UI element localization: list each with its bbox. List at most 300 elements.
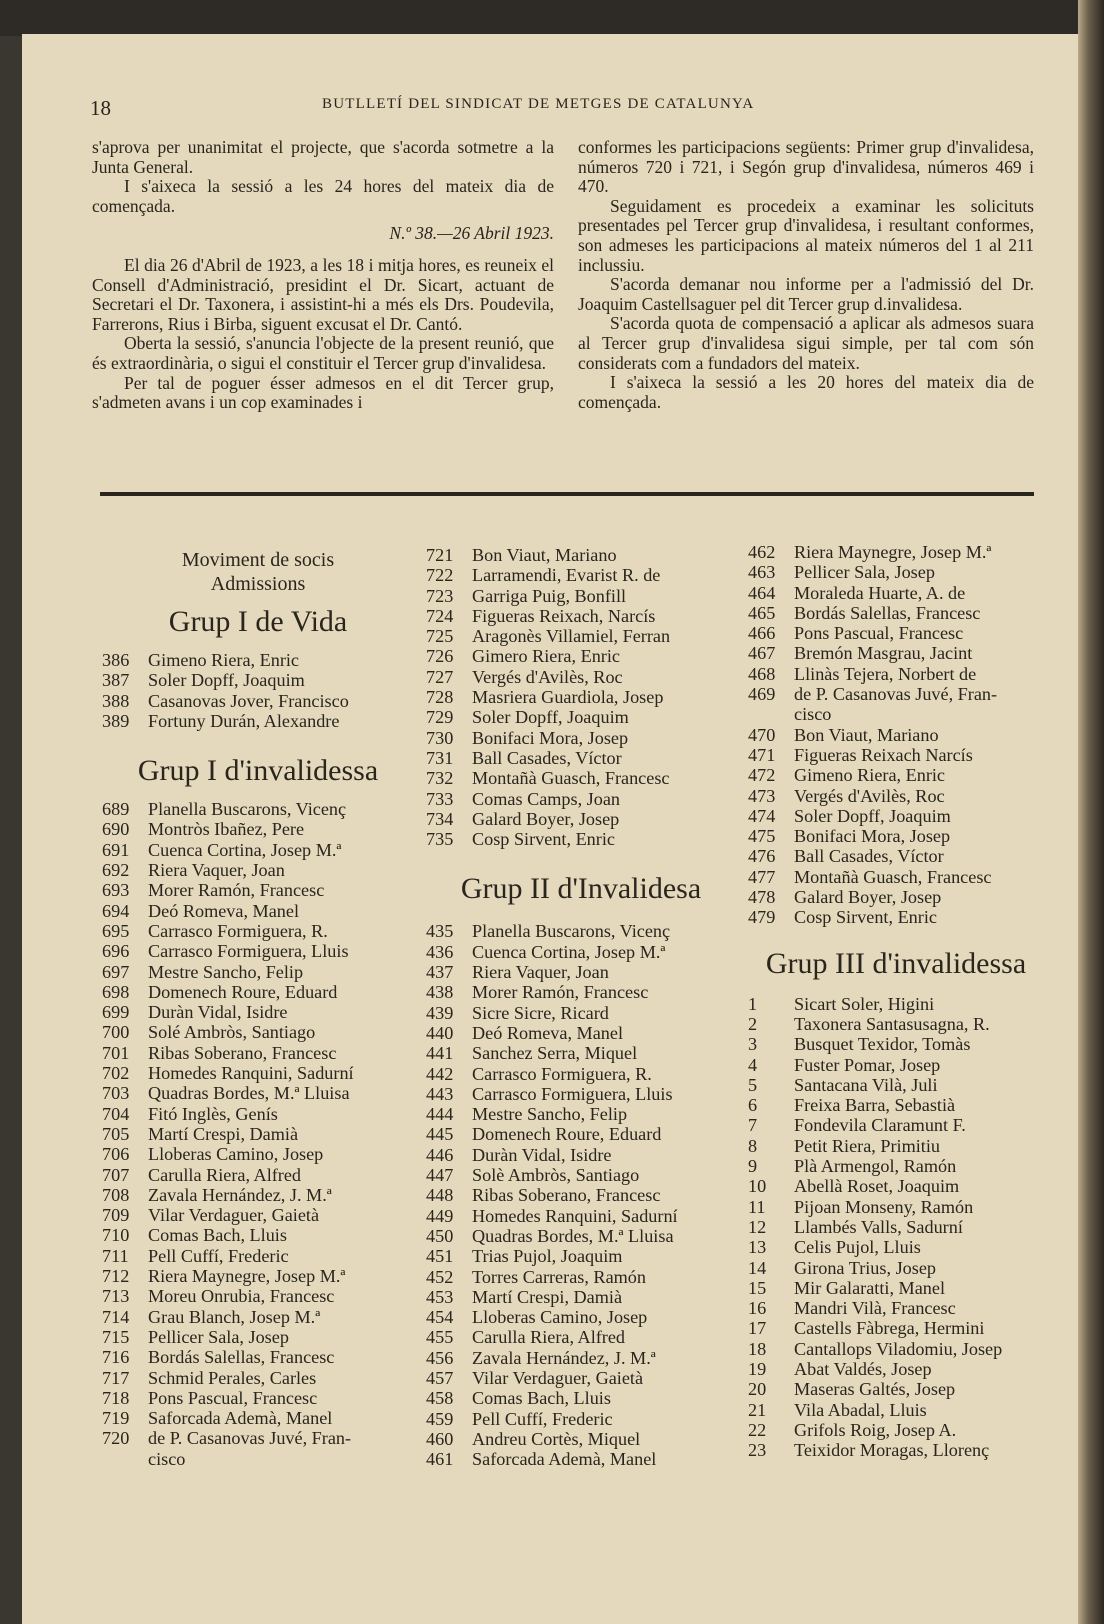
group-heading: Grup I de Vida: [168, 605, 348, 638]
member-number: 477: [748, 866, 776, 887]
member-name: Larramendi, Evarist R. de: [472, 565, 661, 586]
member-row: [748, 664, 1044, 684]
section-subheading: Admissions: [210, 573, 306, 595]
member-number: 696: [102, 941, 130, 962]
member-number: 12: [748, 1216, 767, 1237]
member-name: Pellicer Sala, Josep: [148, 1326, 289, 1347]
member-number: 466: [748, 623, 776, 644]
member-number: 726: [426, 646, 454, 667]
member-row: [748, 1318, 1044, 1338]
member-name: Andreu Cortès, Miquel: [472, 1428, 641, 1449]
scan-top-strip: [0, 0, 1104, 36]
member-name: Bon Viaut, Mariano: [794, 724, 939, 745]
member-number: 463: [748, 562, 776, 583]
member-name: Comas Camps, Joan: [472, 788, 621, 809]
minutes-title: N.º 38.—26 Abril 1923.: [389, 223, 554, 244]
member-name: Saforcada Ademà, Manel: [472, 1449, 657, 1470]
member-name: Bordás Salellas, Francesc: [794, 602, 981, 623]
member-name: Domenech Roure, Eduard: [148, 981, 338, 1002]
member-number: 479: [748, 907, 776, 928]
member-number: 435: [426, 921, 454, 942]
member-name: Teixidor Moragas, Llorenç: [794, 1440, 990, 1461]
member-name: Masriera Guardiola, Josep: [472, 687, 664, 708]
member-name: Girona Trius, Josep: [794, 1257, 936, 1278]
member-number: 476: [748, 846, 776, 867]
members-column-3: [748, 542, 1044, 1460]
member-row: [748, 846, 1044, 866]
member-name: Pons Pascual, Francesc: [148, 1387, 318, 1408]
member-name: Figueras Reixach Narcís: [794, 744, 973, 765]
member-number: 734: [426, 808, 454, 829]
paragraph: S'acorda quota de compensació a aplicar als admesos suara al Tercer grup d'invalidesa sigui simple, per tal com són considerats com a fundadors del mateix.: [578, 313, 1034, 373]
member-row: [426, 1104, 736, 1124]
member-number: 708: [102, 1184, 130, 1205]
paragraph: conformes les participacions següents: Primer grup d'invalidesa, números 720 i 721, i Segón grup d'invalidesa, números 469 i 470.: [578, 137, 1034, 197]
member-number: 21: [748, 1399, 767, 1420]
member-row: [102, 1266, 414, 1286]
member-row: [426, 1307, 736, 1327]
member-row: [748, 1136, 1044, 1156]
member-number: 448: [426, 1185, 454, 1206]
member-row: [102, 1104, 414, 1124]
member-row: [102, 901, 414, 921]
member-number: 454: [426, 1307, 454, 1328]
member-row: [748, 1014, 1044, 1034]
member-number: 465: [748, 602, 776, 623]
member-row: [748, 583, 1044, 603]
member-name: Plà Armengol, Ramón: [794, 1156, 957, 1177]
member-number: 464: [748, 582, 776, 603]
member-name: Riera Vaquer, Joan: [148, 860, 285, 881]
member-number: 713: [102, 1286, 130, 1307]
member-row: [426, 1185, 736, 1205]
member-name: Garriga Puig, Bonfill: [472, 585, 627, 606]
member-row: [426, 687, 736, 707]
member-row: [102, 670, 414, 690]
member-number: 20: [748, 1379, 767, 1400]
member-number: 735: [426, 829, 454, 850]
member-name: Gimero Riera, Enric: [472, 646, 620, 667]
member-row: [748, 1278, 1044, 1298]
member-name: Soler Dopff, Joaquim: [472, 707, 629, 728]
member-name: Comas Bach, Lluis: [148, 1225, 287, 1246]
paragraph: El dia 26 d'Abril de 1923, a les 18 i mitja hores, es reuneix el Consell d'Administració, presidint el Dr. Sicart, actuant de Secretari el Dr. Taxonera, i assistint-hi a més els Drs. Poudevila, Farrerons, Rius i Birba, siguent excusat el Dr. Cantó.: [92, 254, 554, 334]
member-number: 724: [426, 605, 454, 626]
member-number: 16: [748, 1298, 767, 1319]
member-row: [102, 799, 414, 819]
member-row: [426, 1226, 736, 1246]
member-name: Galard Boyer, Josep: [472, 808, 620, 829]
member-name: Castells Fàbrega, Hermini: [794, 1318, 985, 1339]
member-row: [102, 1002, 414, 1022]
member-number: 725: [426, 626, 454, 647]
member-row: [426, 1003, 736, 1023]
member-number: 15: [748, 1277, 767, 1298]
member-row: [748, 1115, 1044, 1135]
member-number: 473: [748, 785, 776, 806]
member-name: Sicart Soler, Higini: [794, 993, 935, 1014]
member-row: [748, 1258, 1044, 1278]
member-row: [102, 941, 414, 961]
member-row: [748, 1156, 1044, 1176]
member-name: Ball Casades, Víctor: [472, 747, 622, 768]
member-number: 711: [102, 1245, 129, 1266]
member-name: Ribas Soberano, Francesc: [148, 1042, 337, 1063]
member-number: 697: [102, 961, 130, 982]
member-name: Montañà Guasch, Francesc: [794, 866, 992, 887]
member-name: Vila Abadal, Lluis: [794, 1399, 927, 1420]
member-row: [748, 1237, 1044, 1257]
member-row: [102, 691, 414, 711]
member-name: Vergés d'Avilès, Roc: [794, 785, 945, 806]
member-number: 729: [426, 707, 454, 728]
section-divider: [100, 492, 1034, 496]
member-name: Soler Dopff, Joaquim: [148, 670, 305, 691]
member-number: 469: [748, 684, 776, 705]
member-number: 439: [426, 1002, 454, 1023]
member-number: 436: [426, 941, 454, 962]
member-number: 730: [426, 727, 454, 748]
member-name: de P. Casanovas Juvé, Fran-: [794, 684, 998, 705]
member-row: [102, 1286, 414, 1306]
member-number: 732: [426, 768, 454, 789]
member-name: Riera Vaquer, Joan: [472, 962, 609, 983]
member-row: [102, 1347, 414, 1367]
member-name: Bonifaci Mora, Josep: [794, 826, 951, 847]
member-number: 689: [102, 799, 130, 820]
member-row: [426, 1287, 736, 1307]
member-number: 722: [426, 565, 454, 586]
member-row: [426, 1449, 736, 1469]
member-number: 705: [102, 1123, 130, 1144]
member-list-vida: [102, 650, 414, 731]
member-row: [748, 907, 1044, 927]
member-name: Fitó Inglès, Genís: [148, 1103, 278, 1124]
member-name: Pellicer Sala, Josep: [794, 562, 935, 583]
member-name: Montañà Guasch, Francesc: [472, 768, 670, 789]
member-row: [102, 1043, 414, 1063]
member-row: [102, 840, 414, 860]
member-row: [426, 728, 736, 748]
member-row: [748, 1339, 1044, 1359]
member-number: 2: [748, 1013, 758, 1034]
member-row: [426, 768, 736, 788]
member-row: [102, 1144, 414, 1164]
member-number: 471: [748, 744, 776, 765]
member-number: 702: [102, 1063, 130, 1084]
member-number: 462: [748, 542, 776, 562]
member-number: 13: [748, 1237, 767, 1258]
member-row: [426, 809, 736, 829]
member-name: Abellà Roset, Joaquim: [794, 1176, 960, 1197]
member-row: [426, 1267, 736, 1287]
member-name: Homedes Ranquini, Sadurní: [472, 1205, 678, 1226]
member-row: [426, 1064, 736, 1084]
paragraph: I s'aixeca la sessió a les 24 hores del mateix dia de començada.: [92, 176, 554, 216]
member-number: 728: [426, 687, 454, 708]
member-name: Duràn Vidal, Isidre: [472, 1144, 612, 1165]
member-row: [748, 623, 1044, 643]
paragraph: I s'aixeca la sessió a les 20 hores del mateix dia de començada.: [578, 372, 1034, 412]
member-row: [748, 887, 1044, 907]
paragraph: Oberta la sessió, s'anuncia l'objecte de la present reunió, que és extraordinària, o sigui el constituir el Tercer grup d'invalidesa.: [92, 333, 554, 373]
member-name: Vergés d'Avilès, Roc: [472, 666, 623, 687]
member-name: de P. Casanovas Juvé, Fran-: [148, 1428, 352, 1449]
member-number: 5: [748, 1074, 758, 1095]
member-row: [748, 725, 1044, 745]
member-row: [748, 1359, 1044, 1379]
member-number: 455: [426, 1327, 454, 1348]
member-number: 442: [426, 1063, 454, 1084]
member-name: Saforcada Ademà, Manel: [148, 1408, 333, 1429]
member-number: 450: [426, 1225, 454, 1246]
member-name: Casanovas Jover, Francisco: [148, 690, 349, 711]
member-number: 716: [102, 1347, 130, 1368]
member-row: [748, 1176, 1044, 1196]
member-row: [102, 982, 414, 1002]
member-row: [426, 545, 736, 565]
member-row: [102, 1428, 414, 1448]
member-number: 453: [426, 1286, 454, 1307]
member-name: Planella Buscarons, Vicenç: [472, 921, 671, 942]
member-row: [426, 1368, 736, 1388]
member-name: Carrasco Formiguera, R.: [472, 1063, 652, 1084]
member-name-continuation: cisco: [794, 704, 832, 725]
member-row: [748, 1440, 1044, 1460]
member-name: Fuster Pomar, Josep: [794, 1054, 941, 1075]
member-number: 444: [426, 1104, 454, 1125]
member-name: Figueras Reixach, Narcís: [472, 605, 656, 626]
member-name: Santacana Vilà, Juli: [794, 1074, 938, 1095]
member-name: Gimeno Riera, Enric: [148, 650, 300, 670]
member-row: [426, 606, 736, 626]
member-row: [748, 1095, 1044, 1115]
member-row: [426, 707, 736, 727]
member-row: [426, 667, 736, 687]
member-name: Ribas Soberano, Francesc: [472, 1185, 661, 1206]
member-name: Busquet Texidor, Tomàs: [794, 1034, 971, 1055]
member-name: Llinàs Tejera, Norbert de: [794, 663, 977, 684]
member-name: Maseras Galtés, Josep: [794, 1379, 956, 1400]
member-row: [748, 1379, 1044, 1399]
member-name: Lloberas Camino, Josep: [148, 1144, 324, 1165]
member-row: [102, 1083, 414, 1103]
member-row: [102, 1388, 414, 1408]
member-row: [102, 1327, 414, 1347]
member-row: [426, 1246, 736, 1266]
member-number: 723: [426, 585, 454, 606]
member-number: 19: [748, 1358, 767, 1379]
member-row: [102, 880, 414, 900]
member-number: 440: [426, 1022, 454, 1043]
member-name: Trias Pujol, Joaquim: [472, 1246, 623, 1267]
running-head: BUTLLETÍ DEL SINDICAT DE METGES DE CATALUNYA: [322, 96, 755, 112]
member-number: 6: [748, 1095, 758, 1116]
member-row: [426, 1165, 736, 1185]
member-row: [748, 765, 1044, 785]
members-column-1: [102, 548, 414, 1469]
member-row: [748, 1055, 1044, 1075]
member-name: Bordás Salellas, Francesc: [148, 1347, 335, 1368]
member-name: Mestre Sancho, Felip: [472, 1104, 628, 1125]
member-name: Morer Ramón, Francesc: [148, 880, 325, 901]
member-number: 692: [102, 860, 130, 881]
member-name: Morer Ramón, Francesc: [472, 982, 649, 1003]
member-row: [426, 962, 736, 982]
member-number: 10: [748, 1176, 767, 1197]
member-name: Cuenca Cortina, Josep M.ª: [472, 941, 666, 962]
paragraph: Seguidament es procedeix a examinar les solicituts presentades pel Tercer grup d'invalidesa, i resultant conformes, son admeses les participacions al mateix números del 1 al 211 inclussiu.: [578, 195, 1034, 275]
member-number: 731: [426, 747, 454, 768]
member-name: Cantallops Viladomiu, Josep: [794, 1338, 1003, 1359]
member-row: [748, 643, 1044, 663]
member-row: [102, 962, 414, 982]
member-row: [748, 1420, 1044, 1440]
member-name: Llambés Valls, Sadurní: [794, 1216, 963, 1237]
member-name: Grau Blanch, Josep M.ª: [148, 1306, 321, 1327]
member-number: 719: [102, 1408, 130, 1429]
member-row: [102, 1022, 414, 1042]
member-row: [426, 586, 736, 606]
member-name: Schmid Perales, Carles: [148, 1367, 317, 1388]
member-number: 693: [102, 880, 130, 901]
member-number: 694: [102, 900, 130, 921]
member-row: [426, 748, 736, 768]
member-row: [748, 684, 1044, 704]
member-name: Celis Pujol, Lluis: [794, 1237, 921, 1258]
member-name: Torres Carreras, Ramón: [472, 1266, 646, 1287]
member-name: Pell Cuffí, Frederic: [148, 1245, 289, 1266]
paragraph: Per tal de poguer ésser admesos en el dit Tercer grup, s'admeten avans i un cop examinades i: [92, 372, 554, 413]
member-number: 691: [102, 839, 130, 860]
member-number: 695: [102, 920, 130, 941]
member-number: 447: [426, 1165, 454, 1186]
member-number: 475: [748, 826, 776, 847]
member-row: [426, 1084, 736, 1104]
member-number: 22: [748, 1419, 767, 1440]
member-number: 468: [748, 663, 776, 684]
member-number: 706: [102, 1144, 130, 1165]
member-number: 438: [426, 982, 454, 1003]
member-row: [748, 1034, 1044, 1054]
member-row: [748, 542, 1044, 562]
member-name: Mestre Sancho, Felip: [148, 961, 304, 982]
member-number: 698: [102, 981, 130, 1002]
section-heading: Moviment de socis: [181, 549, 335, 571]
member-name: Carulla Riera, Alfred: [472, 1327, 626, 1348]
member-number: 387: [102, 670, 130, 691]
member-row: [426, 1023, 736, 1043]
member-number: 17: [748, 1318, 767, 1339]
member-name: Solè Ambròs, Santiago: [472, 1165, 640, 1186]
group-heading: Grup III d'invalidessa: [765, 946, 1027, 980]
member-row: [426, 1043, 736, 1063]
member-row: [426, 1206, 736, 1226]
member-row: [102, 921, 414, 941]
member-row: [426, 1348, 736, 1368]
member-name: Galard Boyer, Josep: [794, 887, 942, 908]
member-number: 459: [426, 1408, 454, 1429]
member-number: 712: [102, 1266, 130, 1287]
members-column-2: [426, 545, 736, 1469]
member-row: [748, 562, 1044, 582]
member-row: [102, 711, 414, 731]
member-row: [748, 826, 1044, 846]
member-name: Petit Riera, Primitiu: [794, 1135, 940, 1156]
member-row: [102, 860, 414, 880]
member-number: 704: [102, 1103, 130, 1124]
member-row: [102, 1185, 414, 1205]
member-row: [102, 1063, 414, 1083]
member-number: 460: [426, 1428, 454, 1449]
member-number: 18: [748, 1338, 767, 1359]
member-row: [102, 650, 414, 670]
member-number: 720: [102, 1428, 130, 1449]
member-name: Fondevila Claramunt F.: [794, 1115, 966, 1136]
member-name: Pons Pascual, Francesc: [794, 623, 964, 644]
member-row: [426, 1429, 736, 1449]
page-number: 18: [90, 96, 111, 120]
member-row: [748, 867, 1044, 887]
member-name: Abat Valdés, Josep: [794, 1358, 932, 1379]
member-name: Montròs Ibañez, Pere: [148, 819, 305, 840]
member-name: Riera Maynegre, Josep M.ª: [148, 1266, 346, 1287]
member-number: 11: [748, 1196, 766, 1217]
member-row: [426, 565, 736, 585]
member-name: Aragonès Villamiel, Ferran: [472, 626, 671, 647]
member-number: 709: [102, 1205, 130, 1226]
member-row: [748, 1217, 1044, 1237]
member-name: Zavala Hernández, J. M.ª: [148, 1184, 332, 1205]
member-name: Sanchez Serra, Miquel: [472, 1043, 638, 1064]
member-name: Bremón Masgrau, Jacint: [794, 643, 973, 664]
member-row: [102, 1205, 414, 1225]
member-name: Deó Romeva, Manel: [148, 900, 300, 921]
member-number: 700: [102, 1022, 130, 1043]
member-name: Zavala Hernández, J. M.ª: [472, 1347, 656, 1368]
member-row: [426, 829, 736, 849]
paragraph: S'acorda demanar nou informe per a l'admissió del Dr. Joaquim Castellsaguer pel dit Tercer grup d.invalidesa.: [578, 274, 1034, 314]
book-spine: [1078, 0, 1104, 1624]
member-number: 441: [426, 1043, 454, 1064]
member-name: Cuenca Cortina, Josep M.ª: [148, 839, 342, 860]
member-number: 456: [426, 1347, 454, 1368]
member-name: Sicre Sicre, Ricard: [472, 1002, 609, 1023]
member-name: Bonifaci Mora, Josep: [472, 727, 629, 748]
member-row: [748, 786, 1044, 806]
member-name: Solé Ambròs, Santiago: [148, 1022, 316, 1043]
member-list-invalidesa-2: [426, 921, 736, 1469]
member-name: Carrasco Formiguera, R.: [148, 920, 328, 941]
paragraph: s'aprova per unanimitat el projecte, que s'acorda sotmetre a la Junta General.: [92, 137, 554, 177]
member-row: [426, 1388, 736, 1408]
member-number: 386: [102, 650, 130, 670]
member-row: [748, 994, 1044, 1014]
member-number: 23: [748, 1440, 767, 1461]
member-row: [102, 1246, 414, 1266]
member-number: 714: [102, 1306, 130, 1327]
member-name: Mir Galaratti, Manel: [794, 1277, 946, 1298]
member-row: [426, 1409, 736, 1429]
member-number: 701: [102, 1042, 130, 1063]
member-number: 717: [102, 1367, 130, 1388]
member-row: [102, 819, 414, 839]
member-number: 467: [748, 643, 776, 664]
member-row: [748, 806, 1044, 826]
member-number: 452: [426, 1266, 454, 1287]
member-number: 718: [102, 1387, 130, 1408]
member-row: [748, 745, 1044, 765]
